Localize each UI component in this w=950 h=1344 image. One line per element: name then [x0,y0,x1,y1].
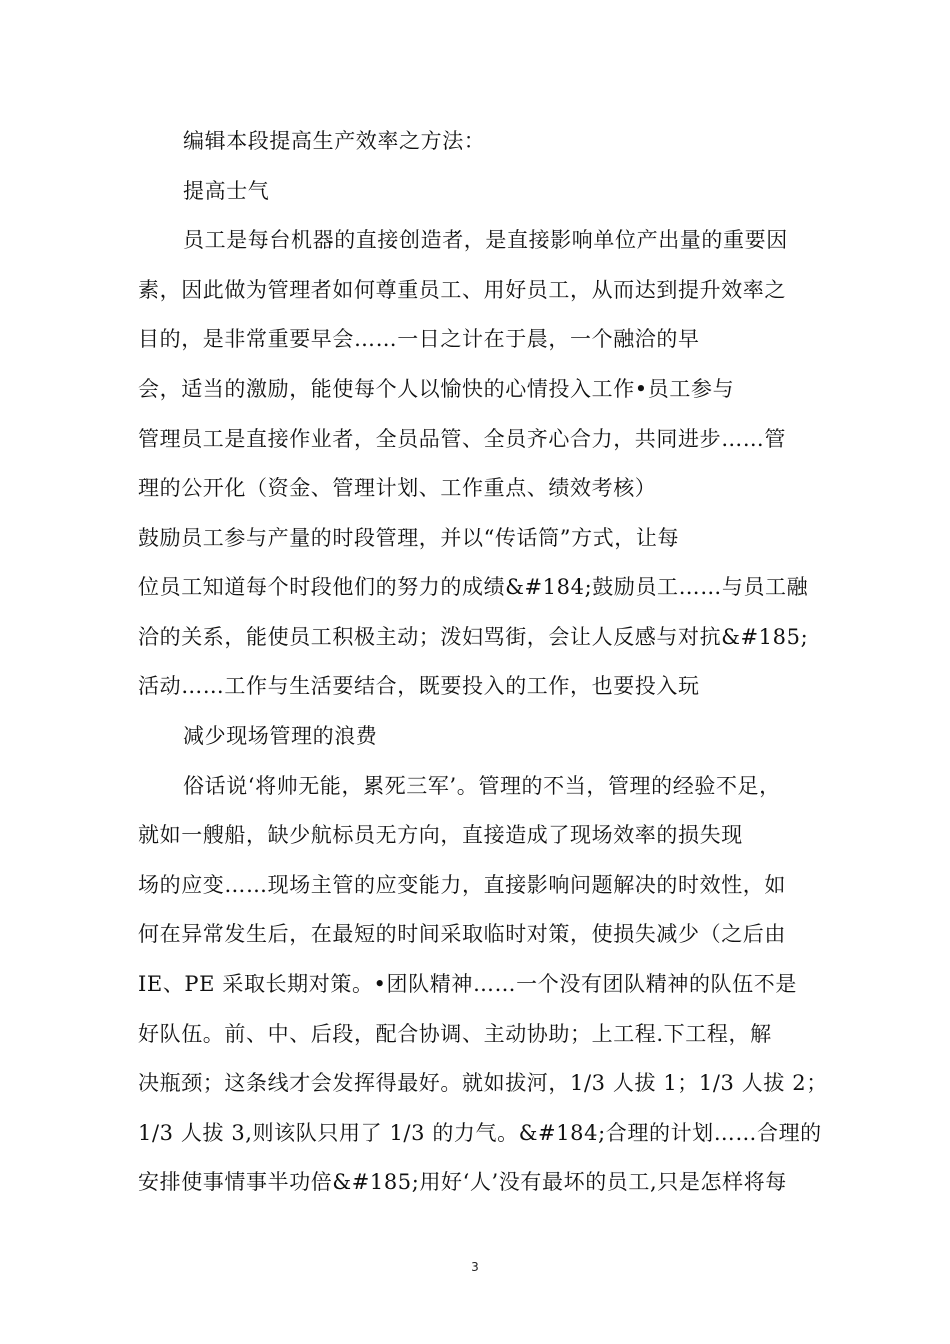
subheading-morale: 提高士气 [183,179,270,203]
paragraph-line: 何在异常发生后，在最短的时间采取临时对策，使损失减少（之后由 [138,922,786,946]
paragraph-line: 理的公开化（资金、管理计划、工作重点、绩效考核） [138,476,657,500]
paragraph-line: 场的应变……现场主管的应变能力，直接影响问题解决的时效性，如 [138,873,786,897]
paragraph-line: 就如一艘船，缺少航标员无方向，直接造成了现场效率的损失现 [138,823,743,847]
paragraph-line: 位员工知道每个时段他们的努力的成绩&#184;鼓励员工……与员工融 [138,575,809,599]
paragraph-line: 洽的关系，能使员工积极主动；泼妇骂街，会让人反感与对抗&#185; [138,625,809,649]
subheading-waste-reduction: 减少现场管理的浪费 [183,724,378,748]
paragraph-line: 安排使事情事半功倍&#185;用好‘人’没有最坏的员工,只是怎样将每 [138,1170,787,1194]
paragraph-line: 1/3 人拔 3,则该队只用了 1/3 的力气。&#184;合理的计划……合理的 [138,1121,822,1145]
section-heading: 编辑本段提高生产效率之方法： [183,129,486,153]
paragraph-line: 鼓励员工参与产量的时段管理，并以“传话筒”方式，让每 [138,526,680,550]
paragraph-line: 决瓶颈；这条线才会发挥得最好。就如拔河，1/3 人拔 1；1/3 人拔 2； [138,1071,828,1095]
paragraph-line: 目的，是非常重要早会……一日之计在于晨，一个融洽的早 [138,327,700,351]
paragraph-line: 俗话说‘将帅无能，累死三军’。管理的不当，管理的经验不足， [183,774,781,798]
paragraph-line: 会，适当的激励，能使每个人以愉快的心情投入工作•员工参与 [138,377,735,401]
paragraph-line: 员工是每台机器的直接创造者，是直接影响单位产出量的重要因 [183,228,788,252]
paragraph-line: 活动……工作与生活要结合，既要投入的工作，也要投入玩 [138,674,700,698]
paragraph-line: 素，因此做为管理者如何尊重员工、用好员工，从而达到提升效率之 [138,278,786,302]
paragraph-line: 管理员工是直接作业者，全员品管、全员齐心合力，共同进步……管 [138,427,786,451]
page-number: 3 [471,1260,479,1274]
paragraph-line: 好队伍。前、中、后段，配合协调、主动协助；上工程.下工程，解 [138,1022,772,1046]
paragraph-line: IE、PE 采取长期对策。•团队精神……一个没有团队精神的队伍不是 [138,972,797,996]
